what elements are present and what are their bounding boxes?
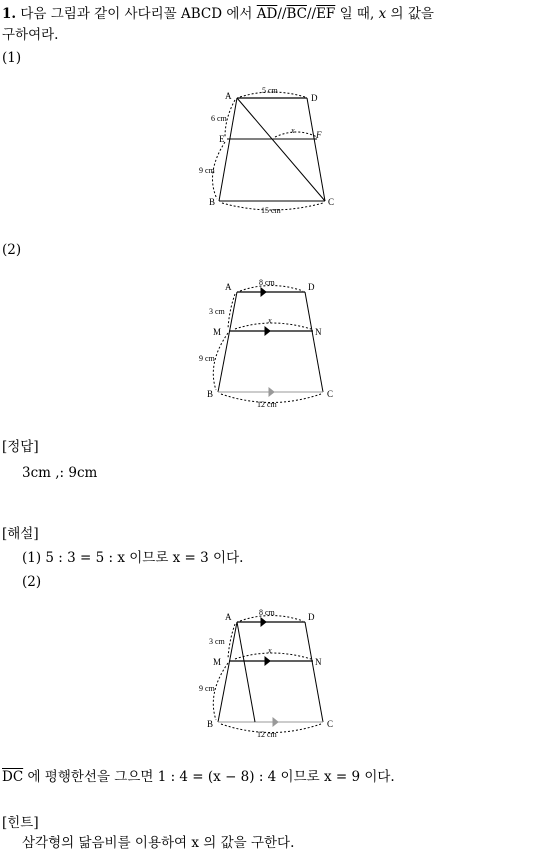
length-top-label: 8 cm (259, 608, 275, 617)
length-top-label: 5 cm (262, 86, 278, 95)
vertex-n-label: N (315, 327, 322, 337)
vertex-c-label: C (327, 719, 334, 729)
problem-text: 일 때, (339, 6, 375, 22)
answer-text: 3cm ,: 9cm (22, 465, 98, 481)
length-x-label: x (291, 126, 295, 135)
segment-ad: $\overline{AD}$ (256, 6, 278, 22)
part1-label: (1) (2, 50, 22, 66)
trapezoid-figure-1 (195, 85, 340, 215)
vertex-a-label: A (225, 282, 232, 292)
vertex-m-label: M (213, 657, 222, 667)
vertex-m-label: M (213, 327, 222, 337)
vertex-d-label: D (311, 93, 318, 103)
problem-statement-line2: 구하여라. (2, 27, 59, 43)
explanation-line-1: (1) 5 : 3 = 5 : x 이므로 x = 3 이다. (22, 550, 244, 566)
length-left-lower-label: 9 cm (199, 684, 215, 693)
explanation-header: [해설] (2, 526, 39, 542)
trapezoid-figure-3 (195, 603, 340, 743)
vertex-e-label: E (219, 134, 225, 144)
segment-bc: $\overline{BC}$ (286, 6, 307, 22)
explanation-line-3 (2, 768, 395, 786)
parallel-sign: // (277, 6, 287, 22)
problem-text: 다음 그림과 같이 사다리꼴 ABCD 에서 (20, 6, 253, 22)
vertex-d-label: D (308, 612, 315, 622)
problem-number: 1. (2, 6, 17, 22)
length-left-upper-label: 6 cm (211, 114, 227, 123)
length-x-label: x (268, 646, 272, 655)
trapezoid-figure-2 (195, 273, 340, 413)
vertex-c-label: C (328, 197, 335, 207)
parallel-sign: // (306, 6, 317, 22)
vertex-b-label: B (207, 719, 214, 729)
length-top-label: 8 cm (259, 278, 275, 287)
hint-header: [힌트] (2, 815, 39, 831)
segment-dc: $\overline{DC}$ (2, 769, 24, 785)
vertex-a-label: A (225, 612, 232, 622)
vertex-b-label: B (207, 389, 214, 399)
problem-statement-line1 (2, 5, 434, 23)
length-bottom-label: 15 cm (261, 206, 281, 215)
length-bottom-label: 12 cm (257, 400, 277, 409)
vertex-f-label: F (316, 130, 322, 140)
vertex-a-label: A (225, 91, 232, 101)
vertex-d-label: D (308, 282, 315, 292)
hint-text: 삼각형의 닮음비를 이용하여 x 의 값을 구한다. (22, 835, 295, 851)
answer-header: [정답] (2, 439, 39, 455)
length-left-lower-label: 9 cm (199, 166, 215, 175)
length-left-lower-label: 9 cm (199, 354, 215, 363)
length-x-label: x (268, 316, 272, 325)
vertex-b-label: B (209, 197, 216, 207)
segment-ef: $\overline{EF}$ (316, 6, 336, 22)
problem-text: 의 값을 (390, 6, 434, 22)
length-left-upper-label: 3 cm (209, 307, 225, 316)
vertex-c-label: C (327, 389, 334, 399)
part2-label: (2) (2, 242, 22, 258)
length-bottom-label: 12 cm (257, 730, 277, 739)
explanation-line-2: (2) (22, 574, 42, 590)
vertex-n-label: N (315, 657, 322, 667)
length-left-upper-label: 3 cm (209, 637, 225, 646)
explanation-line-3-text: 에 평행한선을 그으면 1 : 4 = (x − 8) : 4 이므로 x = 9 이다. (27, 769, 395, 785)
variable-x: x (378, 6, 387, 22)
